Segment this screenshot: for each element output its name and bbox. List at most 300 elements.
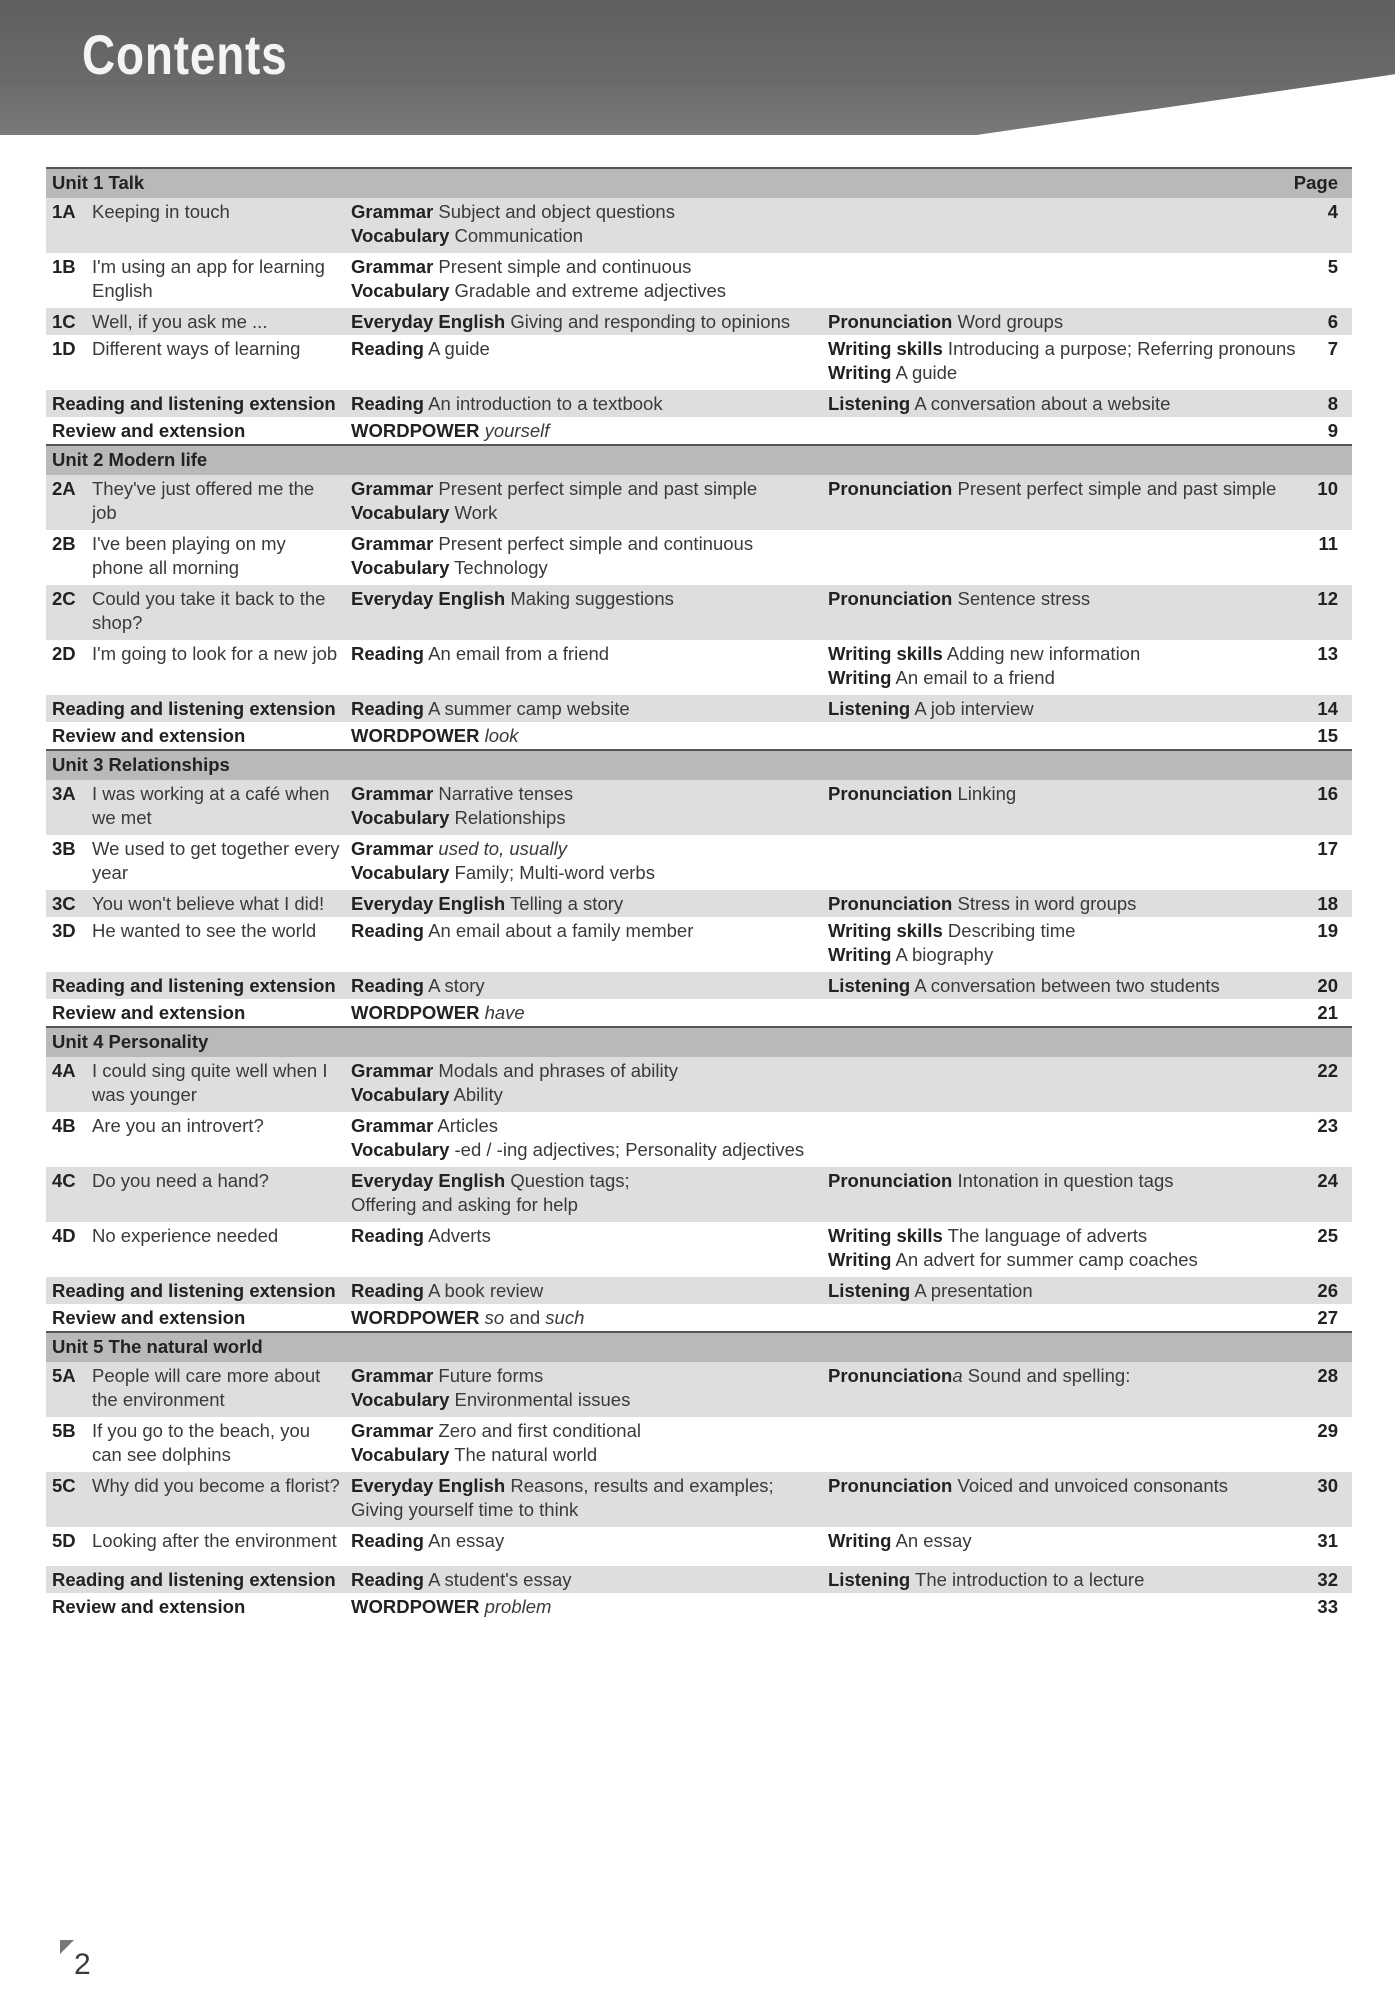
page-ref: 13: [1317, 643, 1338, 664]
entry-text: Present perfect simple and past simple: [433, 478, 758, 499]
toc-row: [46, 835, 1352, 890]
lesson-title: I'm using an app for learning English: [92, 256, 325, 301]
toc-row: [46, 1472, 1352, 1527]
toc-row: [46, 1304, 1352, 1331]
entry-label: Pronunciation: [828, 783, 953, 804]
entry-italic: a: [952, 1365, 963, 1386]
unit-title: Unit 1 Talk: [52, 172, 145, 193]
grammar-vocab-column: [351, 1169, 821, 1217]
entry-line: [828, 1169, 1328, 1193]
entry-label: Listening: [828, 393, 911, 414]
page-ref: 22: [1317, 1060, 1338, 1081]
entry-text: Linking: [952, 783, 1017, 804]
entry-label: Reading: [351, 1569, 424, 1590]
toc-row: [46, 475, 1352, 530]
entry-line: [828, 892, 1328, 916]
entry-label: Writing: [828, 362, 892, 383]
entry-text: Communication: [449, 225, 584, 246]
lesson-code: 5D: [52, 1530, 76, 1551]
entry-line: [351, 501, 821, 525]
entry-line: [351, 1193, 821, 1217]
page-ref: 28: [1317, 1365, 1338, 1386]
entry-italic: so: [479, 1307, 505, 1328]
skills-column: [828, 919, 1328, 967]
page-ref: 20: [1317, 975, 1338, 996]
unit-title: Unit 5 The natural world: [52, 1336, 263, 1357]
entry-text: Future forms: [433, 1365, 544, 1386]
entry-text: An email about a family member: [423, 920, 694, 941]
section-title: Review and extension: [52, 1307, 246, 1328]
entry-text: A biography: [891, 944, 994, 965]
section-title: Reading and listening extension: [52, 975, 336, 996]
contents-table: [46, 167, 1352, 1620]
toc-row: [46, 530, 1352, 585]
section-title: Reading and listening extension: [52, 1280, 336, 1301]
page-ref: 9: [1327, 420, 1338, 441]
grammar-vocab-column: [351, 1279, 821, 1303]
page-ref: 32: [1317, 1569, 1338, 1590]
toc-row: [46, 1527, 1352, 1554]
entry-line: [351, 477, 821, 501]
entry-text: Making suggestions: [505, 588, 674, 609]
lesson-code: 3B: [52, 838, 76, 859]
lesson-title: Looking after the environment: [92, 1530, 337, 1551]
entry-text: Present perfect simple and past simple: [952, 478, 1277, 499]
entry-line: [351, 1595, 821, 1619]
entry-line: [351, 861, 821, 885]
skills-column: [828, 1474, 1328, 1498]
entry-text: A presentation: [910, 1280, 1033, 1301]
grammar-vocab-column: [351, 337, 821, 361]
lesson-code: 1C: [52, 311, 76, 332]
skills-column: [828, 337, 1328, 385]
entry-line: [828, 1248, 1328, 1272]
toc-row: [46, 890, 1352, 917]
entry-italic: look: [479, 725, 519, 746]
skills-column: [828, 310, 1328, 334]
entry-text: Sound and spelling:: [962, 1365, 1131, 1386]
entry-text: Narrative tenses: [433, 783, 574, 804]
entry-text: Introducing a purpose; Referring pronouns: [942, 338, 1296, 359]
skills-column: [828, 1529, 1328, 1553]
entry-line: [828, 943, 1328, 967]
toc-row: [46, 972, 1352, 999]
entry-label: Reading: [351, 338, 424, 359]
section-title: Review and extension: [52, 1596, 246, 1617]
page-ref: 26: [1317, 1280, 1338, 1301]
entry-text: Question tags;: [505, 1170, 630, 1191]
entry-label: Everyday English: [351, 893, 506, 914]
entry-label: Pronunciation: [828, 1170, 953, 1191]
entry-line: [351, 279, 821, 303]
entry-line: [351, 1059, 821, 1083]
skills-column: [828, 642, 1328, 690]
entry-label: Vocabulary: [351, 225, 450, 246]
grammar-vocab-column: [351, 392, 821, 416]
section-title: Review and extension: [52, 1002, 246, 1023]
lesson-title: He wanted to see the world: [92, 920, 317, 941]
entry-italic: have: [479, 1002, 525, 1023]
entry-line: [351, 337, 821, 361]
skills-column: [828, 697, 1328, 721]
entry-label: Pronunciation: [828, 893, 953, 914]
unit-heading: [46, 1026, 1352, 1057]
entry-text: A guide: [423, 338, 490, 359]
entry-label: Vocabulary: [351, 280, 450, 301]
entry-line: [351, 782, 821, 806]
lesson-title: I could sing quite well when I was younger: [92, 1060, 328, 1105]
page-ref: 24: [1317, 1170, 1338, 1191]
section-title: Reading and listening extension: [52, 698, 336, 719]
grammar-vocab-column: [351, 200, 821, 248]
entry-label: Everyday English: [351, 311, 506, 332]
entry-text: Subject and object questions: [433, 201, 675, 222]
entry-text: An essay: [891, 1530, 972, 1551]
entry-label: Everyday English: [351, 588, 506, 609]
page-ref: 14: [1317, 698, 1338, 719]
grammar-vocab-column: [351, 892, 821, 916]
entry-label: Grammar: [351, 1060, 434, 1081]
entry-text: Family; Multi-word verbs: [449, 862, 655, 883]
entry-line: [351, 1224, 821, 1248]
entry-label: Grammar: [351, 1365, 434, 1386]
entry-label: Grammar: [351, 533, 434, 554]
entry-text: Gradable and extreme adjectives: [449, 280, 726, 301]
entry-text: A conversation between two students: [910, 975, 1220, 996]
lesson-code: 1B: [52, 256, 76, 277]
grammar-vocab-column: [351, 587, 821, 611]
entry-line: [828, 666, 1328, 690]
unit-heading: [46, 444, 1352, 475]
lesson-code: 3D: [52, 920, 76, 941]
entry-line: [828, 310, 1328, 334]
entry-text: An email to a friend: [891, 667, 1055, 688]
page-ref: 12: [1317, 588, 1338, 609]
entry-text: Ability: [449, 1084, 503, 1105]
lesson-code: 2D: [52, 643, 76, 664]
entry-label: Vocabulary: [351, 1084, 450, 1105]
entry-label: Grammar: [351, 201, 434, 222]
toc-row: [46, 1362, 1352, 1417]
entry-text: Modals and phrases of ability: [433, 1060, 679, 1081]
entry-label: Writing: [828, 1530, 892, 1551]
grammar-vocab-column: [351, 1364, 821, 1412]
page-column-label: Page: [1293, 172, 1338, 193]
entry-line: [351, 419, 821, 443]
unit-title: Unit 2 Modern life: [52, 449, 208, 470]
entry-label: Pronunciation: [828, 1365, 953, 1386]
lesson-code: 5A: [52, 1365, 76, 1386]
lesson-title: You won't believe what I did!: [92, 893, 325, 914]
entry-line: [828, 1568, 1328, 1592]
entry-label: Reading: [351, 920, 424, 941]
entry-text: Sentence stress: [952, 588, 1091, 609]
entry-label: Grammar: [351, 1115, 434, 1136]
grammar-vocab-column: [351, 477, 821, 525]
grammar-vocab-column: [351, 255, 821, 303]
unit-heading: [46, 1331, 1352, 1362]
grammar-vocab-column: [351, 310, 821, 334]
entry-label: Reading: [351, 1280, 424, 1301]
toc-row: [46, 1222, 1352, 1277]
entry-text: Word groups: [952, 311, 1064, 332]
page-ref: 31: [1317, 1530, 1338, 1551]
lesson-code: 4B: [52, 1115, 76, 1136]
entry-line: [351, 1001, 821, 1025]
entry-line: [351, 255, 821, 279]
entry-line: [351, 310, 821, 334]
entry-label: Grammar: [351, 478, 434, 499]
toc-row: [46, 253, 1352, 308]
grammar-vocab-column: [351, 724, 821, 748]
entry-label: Listening: [828, 1280, 911, 1301]
skills-column: [828, 892, 1328, 916]
entry-text: A conversation about a website: [910, 393, 1171, 414]
section-title: Reading and listening extension: [52, 1569, 336, 1590]
lesson-title: No experience needed: [92, 1225, 279, 1246]
entry-text: A student's essay: [423, 1569, 572, 1590]
page-corner-mark: [60, 1940, 74, 1954]
entry-line: [351, 837, 821, 861]
section-title: Review and extension: [52, 420, 246, 441]
entry-label: Everyday English: [351, 1475, 506, 1496]
entry-text: Intonation in question tags: [952, 1170, 1174, 1191]
grammar-vocab-column: [351, 1306, 821, 1330]
lesson-title: I've been playing on my phone all morning: [92, 533, 286, 578]
unit-heading: [46, 749, 1352, 780]
entry-line: [351, 1474, 821, 1498]
entry-text: and: [504, 1307, 541, 1328]
entry-line: [351, 642, 821, 666]
grammar-vocab-column: [351, 697, 821, 721]
lesson-code: 4A: [52, 1060, 76, 1081]
entry-text: An email from a friend: [423, 643, 610, 664]
skills-column: [828, 782, 1328, 806]
lesson-title: Well, if you ask me ...: [92, 311, 268, 332]
page-ref: 19: [1317, 920, 1338, 941]
entry-line: [351, 1138, 821, 1162]
skills-column: [828, 1279, 1328, 1303]
entry-text: A guide: [891, 362, 958, 383]
entry-line: [828, 1364, 1328, 1388]
entry-italic: such: [540, 1307, 585, 1328]
toc-row: [46, 999, 1352, 1026]
entry-label: Listening: [828, 975, 911, 996]
toc-row: [46, 1593, 1352, 1620]
lesson-code: 1A: [52, 201, 76, 222]
toc-row: [46, 1417, 1352, 1472]
entry-text: Articles: [433, 1115, 499, 1136]
lesson-title: I'm going to look for a new job: [92, 643, 338, 664]
entry-line: [828, 361, 1328, 385]
grammar-vocab-column: [351, 782, 821, 830]
entry-label: Grammar: [351, 1420, 434, 1441]
lesson-code: 5C: [52, 1475, 76, 1496]
entry-text: Present simple and continuous: [433, 256, 692, 277]
page-ref: 10: [1317, 478, 1338, 499]
grammar-vocab-column: [351, 419, 821, 443]
grammar-vocab-column: [351, 1114, 821, 1162]
toc-row: [46, 335, 1352, 390]
entry-label: Reading: [351, 643, 424, 664]
grammar-vocab-column: [351, 919, 821, 943]
entry-line: [351, 1568, 821, 1592]
entry-line: [351, 724, 821, 748]
toc-row: [46, 585, 1352, 640]
lesson-title: People will care more about the environment: [92, 1365, 321, 1410]
entry-text: Giving yourself time to think: [351, 1499, 579, 1520]
entry-text: The introduction to a lecture: [910, 1569, 1145, 1590]
entry-label: Pronunciation: [828, 311, 953, 332]
grammar-vocab-column: [351, 1474, 821, 1522]
entry-line: [351, 1169, 821, 1193]
entry-line: [828, 392, 1328, 416]
entry-line: [828, 1279, 1328, 1303]
grammar-vocab-column: [351, 1419, 821, 1467]
entry-line: [828, 919, 1328, 943]
grammar-vocab-column: [351, 1224, 821, 1248]
entry-line: [351, 556, 821, 580]
entry-text: Describing time: [942, 920, 1076, 941]
entry-text: A story: [423, 975, 485, 996]
entry-label: Writing: [828, 944, 892, 965]
entry-line: [351, 532, 821, 556]
entry-label: Writing skills: [828, 338, 943, 359]
entry-line: [351, 1498, 821, 1522]
grammar-vocab-column: [351, 974, 821, 998]
entry-line: [828, 974, 1328, 998]
toc-row: [46, 1112, 1352, 1167]
page-ref: 30: [1317, 1475, 1338, 1496]
entry-line: [828, 337, 1328, 361]
entry-label: WORDPOWER: [351, 1002, 480, 1023]
entry-italic: yourself: [479, 420, 550, 441]
entry-label: Vocabulary: [351, 502, 450, 523]
entry-label: Pronunciation: [828, 588, 953, 609]
entry-text: Offering and asking for help: [351, 1194, 578, 1215]
skills-column: [828, 974, 1328, 998]
entry-text: Environmental issues: [449, 1389, 631, 1410]
lesson-title: I was working at a café when we met: [92, 783, 330, 828]
entry-text: The language of adverts: [942, 1225, 1148, 1246]
entry-text: Giving and responding to opinions: [505, 311, 791, 332]
entry-label: Vocabulary: [351, 1444, 450, 1465]
entry-label: Everyday English: [351, 1170, 506, 1191]
entry-text: Telling a story: [505, 893, 624, 914]
entry-label: Pronunciation: [828, 478, 953, 499]
skills-column: [828, 587, 1328, 611]
skills-column: [828, 392, 1328, 416]
skills-column: [828, 477, 1328, 501]
page-ref: 17: [1317, 838, 1338, 859]
lesson-title: We used to get together every year: [92, 838, 340, 883]
entry-line: [351, 1364, 821, 1388]
entry-line: [828, 1529, 1328, 1553]
entry-label: Vocabulary: [351, 807, 450, 828]
page-ref: 15: [1317, 725, 1338, 746]
entry-italic: problem: [479, 1596, 552, 1617]
entry-label: Grammar: [351, 256, 434, 277]
entry-line: [351, 587, 821, 611]
lesson-title: Could you take it back to the shop?: [92, 588, 326, 633]
toc-row: [46, 1566, 1352, 1593]
entry-line: [828, 697, 1328, 721]
lesson-title: They've just offered me the job: [92, 478, 315, 523]
entry-line: [351, 974, 821, 998]
toc-row: [46, 1277, 1352, 1304]
entry-line: [351, 1443, 821, 1467]
skills-column: [828, 1364, 1328, 1388]
entry-label: Listening: [828, 1569, 911, 1590]
entry-line: [351, 806, 821, 830]
entry-label: WORDPOWER: [351, 725, 480, 746]
entry-label: Pronunciation: [828, 1475, 953, 1496]
lesson-title: Do you need a hand?: [92, 1170, 269, 1191]
entry-line: [351, 1419, 821, 1443]
unit-heading: [46, 167, 1352, 198]
page-ref: 4: [1327, 201, 1338, 222]
entry-label: WORDPOWER: [351, 1596, 480, 1617]
entry-line: [828, 587, 1328, 611]
entry-label: Writing: [828, 1249, 892, 1270]
entry-label: Vocabulary: [351, 862, 450, 883]
page-ref: 21: [1317, 1002, 1338, 1023]
entry-label: Writing: [828, 667, 892, 688]
entry-label: WORDPOWER: [351, 1307, 480, 1328]
unit-title: Unit 3 Relationships: [52, 754, 230, 775]
lesson-title: Different ways of learning: [92, 338, 301, 359]
entry-text: A book review: [423, 1280, 544, 1301]
lesson-code: 3C: [52, 893, 76, 914]
page-ref: 11: [1318, 533, 1338, 554]
entry-text: Adding new information: [942, 643, 1141, 664]
lesson-title: Are you an introvert?: [92, 1115, 264, 1136]
entry-label: Writing skills: [828, 920, 943, 941]
page-ref: 16: [1317, 783, 1338, 804]
lesson-title: If you go to the beach, you can see dolphins: [92, 1420, 311, 1465]
entry-line: [828, 782, 1328, 806]
lesson-code: 2B: [52, 533, 76, 554]
entry-label: Reading: [351, 698, 424, 719]
entry-label: Grammar: [351, 783, 434, 804]
lesson-code: 4C: [52, 1170, 76, 1191]
entry-line: [351, 697, 821, 721]
entry-label: Writing skills: [828, 643, 943, 664]
entry-label: Listening: [828, 698, 911, 719]
entry-line: [828, 477, 1328, 501]
page-ref: 25: [1317, 1225, 1338, 1246]
entry-text: -ed / -ing adjectives; Personality adjectives: [449, 1139, 805, 1160]
toc-row: [46, 1167, 1352, 1222]
page-ref: 29: [1317, 1420, 1338, 1441]
lesson-code: 1D: [52, 338, 76, 359]
lesson-code: 2C: [52, 588, 76, 609]
toc-row: [46, 308, 1352, 335]
lesson-code: 4D: [52, 1225, 76, 1246]
toc-row: [46, 1057, 1352, 1112]
entry-label: Writing skills: [828, 1225, 943, 1246]
skills-column: [828, 1568, 1328, 1592]
grammar-vocab-column: [351, 1059, 821, 1107]
lesson-code: 3A: [52, 783, 76, 804]
entry-text: An advert for summer camp coaches: [891, 1249, 1198, 1270]
skills-column: [828, 1169, 1328, 1193]
toc-row: [46, 695, 1352, 722]
page-ref: 8: [1327, 393, 1338, 414]
grammar-vocab-column: [351, 1001, 821, 1025]
entry-label: Reading: [351, 975, 424, 996]
grammar-vocab-column: [351, 642, 821, 666]
